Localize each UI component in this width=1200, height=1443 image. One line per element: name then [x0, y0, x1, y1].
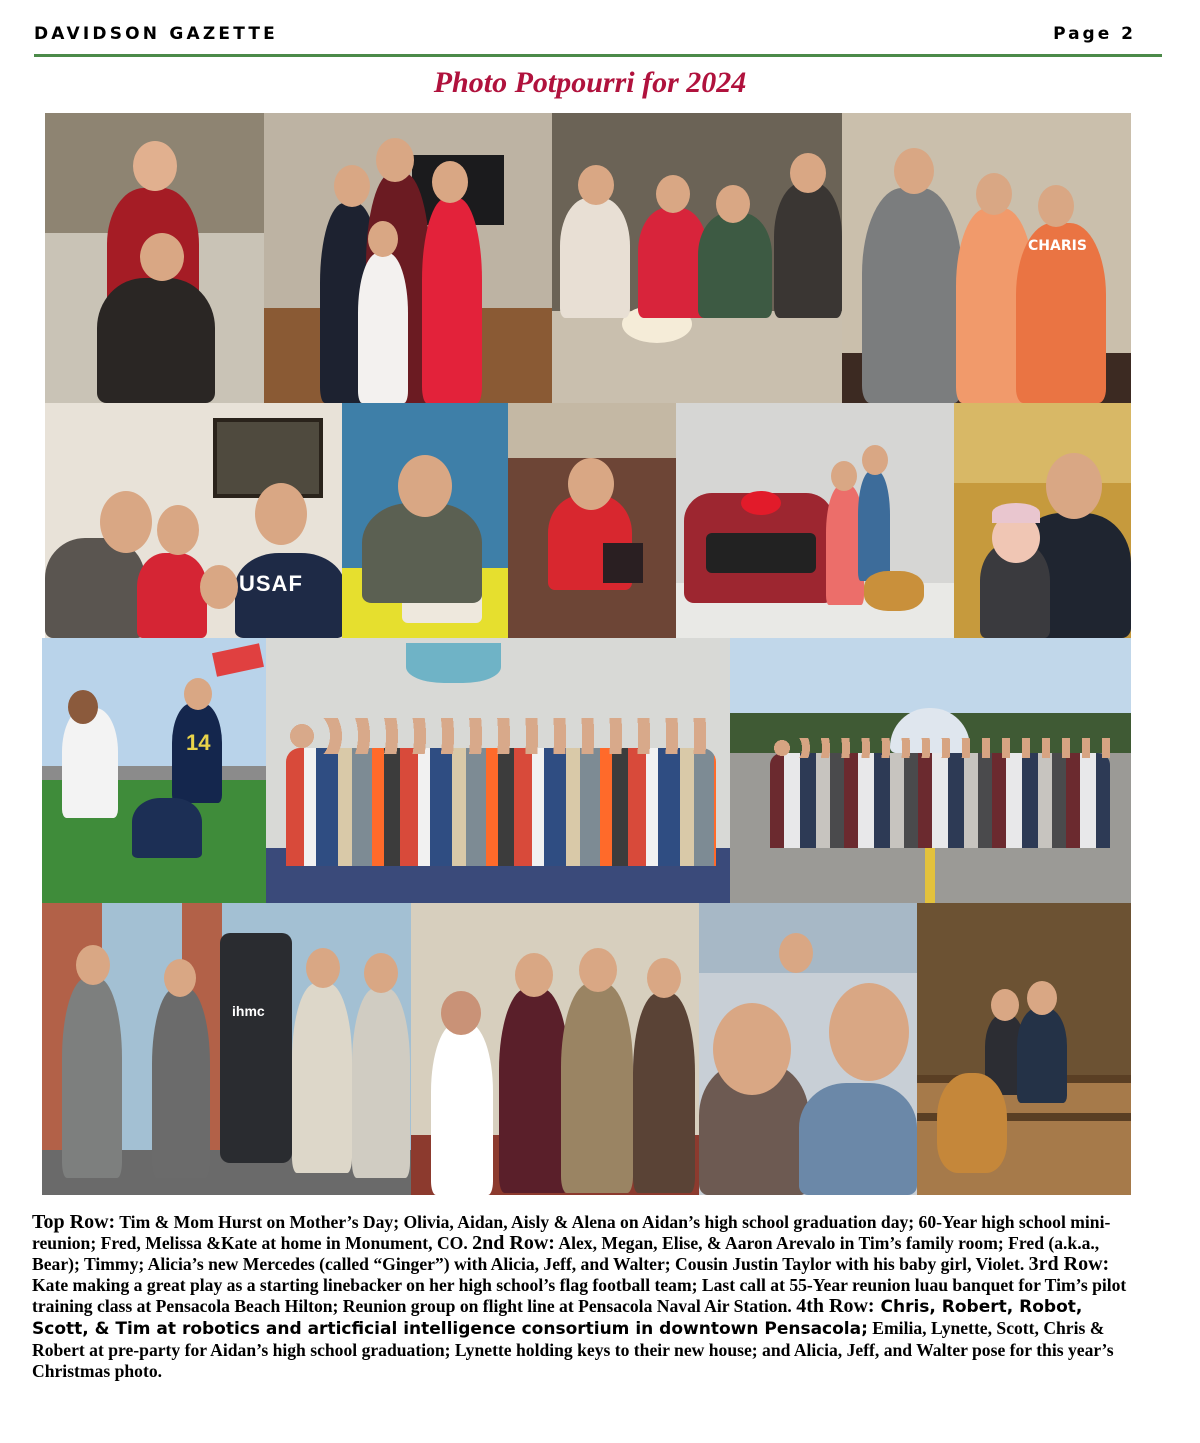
photo-luau-banquet [266, 638, 730, 903]
caption-row4-text: Emilia, Lynette, Scott, Chris & Robert at pre-party for Aidan’s high school graduation; Lynette holding keys to their new house; and Alicia, Jeff, and Walter pose for this year’s Christmas photo. [32, 1318, 1114, 1381]
caption-row2-label: 2nd Row: [472, 1232, 555, 1254]
publication-name: DAVIDSON GAZETTE [34, 24, 278, 44]
caption-row4-label: 4th Row: [796, 1295, 875, 1317]
caption-row1-text: Tim & Mom Hurst on Mother’s Day; Olivia, Aidan, Aisly & Alena on Aidan’s high school graduation day; 60-Year high school mini-reunion; Fred, Melissa &Kate at home in Monument, CO. [32, 1212, 1111, 1253]
page-number: Page 2 [1053, 24, 1136, 44]
photo-family-room [45, 403, 342, 638]
photo-christmas [917, 903, 1131, 1195]
photo-graduation [264, 113, 552, 403]
photo-graduation-preparty [411, 903, 699, 1195]
photo-mercedes [676, 403, 954, 638]
sweatshirt-text: CHARIS [1028, 238, 1087, 254]
page-title: Photo Potpourri for 2024 [433, 66, 747, 99]
photo-baby-violet [954, 403, 1131, 638]
photo-timmy [508, 403, 676, 638]
header-rule [34, 54, 1162, 57]
photo-flag-football [42, 638, 266, 903]
robot-logo-text: ihmc [232, 1003, 265, 1019]
photo-robotics-consortium [42, 903, 411, 1195]
caption-row3-text: Kate making a great play as a starting linebacker on her high school’s flag football team; Last call at 55-Year reunion luau banquet for Tim’s pilot training class at Pensacola Beach Hilton; Reunion group on flight line at Pensacola Naval Air Station. [32, 1275, 1127, 1316]
caption-row2-text: Alex, Megan, Elise, & Aaron Arevalo in Tim’s family room; Fred (a.k.a., Bear); Timmy; Alicia’s new Mercedes (called “Ginger”) with Alicia, Jeff, and Walter; Cousin Justin Taylor with his baby girl, Violet. [32, 1233, 1100, 1274]
photo-mothers-day [45, 113, 264, 403]
page-header [34, 24, 1140, 54]
photo-fred-bear [342, 403, 508, 638]
shirt-text: USAF [239, 571, 303, 596]
photo-flight-line [730, 638, 1131, 903]
jersey-number: 14 [186, 730, 211, 755]
caption-row4-text-sans: Chris, Robert, Robot, Scott, & Tim at robotics and articficial intelligence consortium in downtown Pensacola; [32, 1297, 1083, 1339]
caption-row3-label: 3rd Row: [1028, 1253, 1110, 1275]
photo-mini-reunion [552, 113, 842, 403]
photo-monument-home [842, 113, 1131, 403]
photo-caption [32, 1212, 1142, 1382]
caption-row1-label: Top Row: [32, 1211, 116, 1233]
photo-house-keys [699, 903, 917, 1195]
